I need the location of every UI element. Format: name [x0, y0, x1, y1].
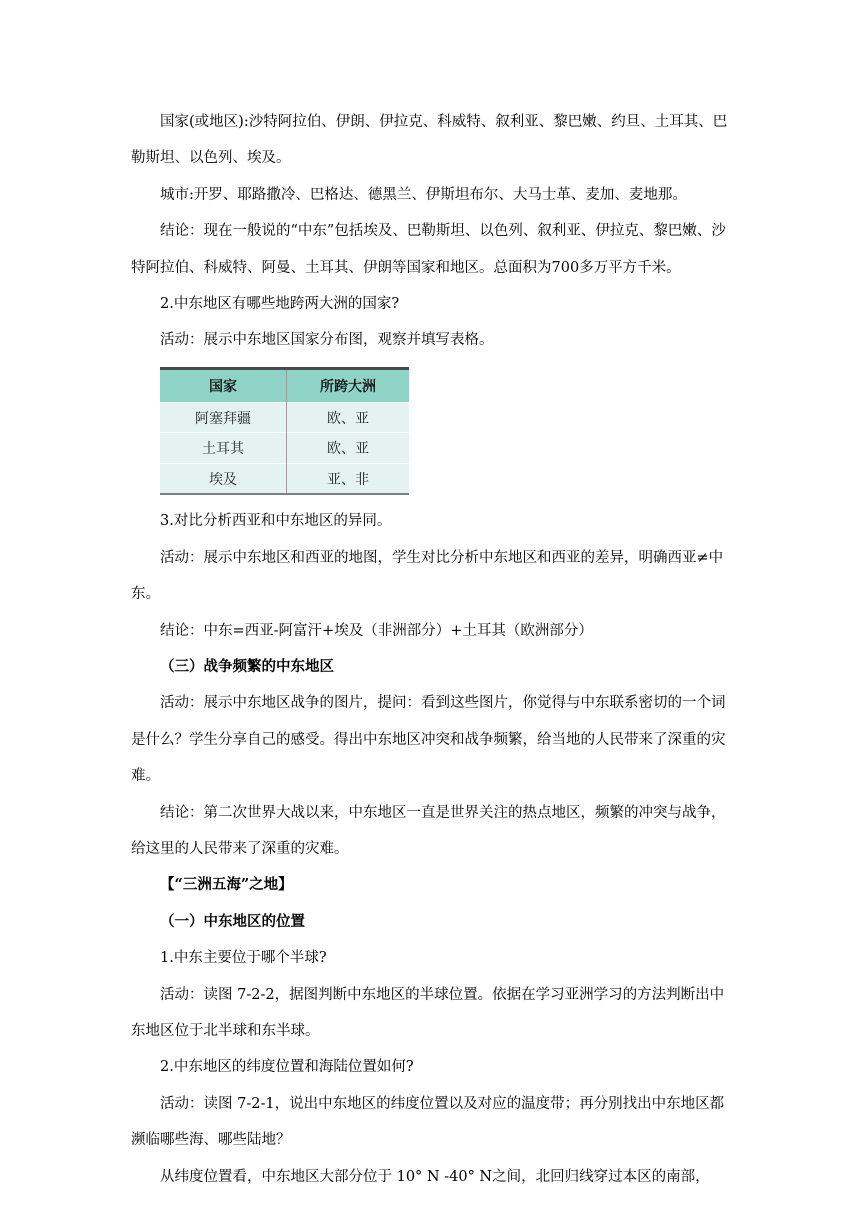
continent-table [160, 367, 409, 494]
table-cell-country: 土耳其 [160, 433, 287, 464]
section-heading-war: （三）战争频繁的中东地区 [160, 657, 334, 675]
conclusion-war: 结论：第二次世界大战以来，中东地区一直是世界关注的热点地区，频繁的冲突与战争，给这里的人民带来了深重的灾难。 [131, 804, 726, 857]
cities-paragraph: 城市:开罗、耶路撒冷、巴格达、德黑兰、伊斯坦布尔、大马士革、麦加、麦地那。 [160, 186, 687, 203]
table-row [160, 402, 409, 433]
question-hemisphere: 1.中东主要位于哪个半球? [160, 950, 327, 967]
table-row [160, 433, 409, 464]
activity-3: 活动：展示中东地区和西亚的地图，学生对比分析中东地区和西亚的差异，明确西亚≠中东。 [131, 549, 724, 603]
table-header-continents: 所跨大洲 [287, 368, 410, 402]
conclusion-3: 结论：中东=西亚-阿富汗+埃及（非洲部分）+土耳其（欧洲部分） [160, 622, 593, 639]
table-header-country: 国家 [160, 368, 287, 402]
section-heading-location: （一）中东地区的位置 [160, 912, 305, 930]
document-body [131, 104, 731, 1195]
question-2: 2.中东地区有哪些地跨两大洲的国家? [160, 296, 400, 313]
activity-paragraph: 活动：展示中东地区国家分布图，观察并填写表格。 [160, 332, 494, 349]
table-cell-country: 阿塞拜疆 [160, 402, 287, 433]
activity-hemisphere: 活动：读图 7-2-2，据图判断中东地区的半球位置。依据在学习亚洲学习的方法判断出中东地区位于北半球和东半球。 [131, 986, 725, 1040]
question-3: 3.对比分析西亚和中东地区的异同。 [160, 513, 392, 530]
conclusion-paragraph: 结论：现在一般说的“中东”包括埃及、巴勒斯坦、以色列、叙利亚、伊拉克、黎巴嫩、沙特阿拉伯、科威特、阿曼、土耳其、伊朗等国家和地区。总面积为700多万平方千米。 [131, 223, 726, 276]
countries-paragraph: 国家(或地区):沙特阿拉伯、伊朗、伊拉克、科威特、叙利亚、黎巴嫩、约旦、土耳其、巴勒斯坦、以色列、埃及。 [131, 114, 728, 167]
latitude-paragraph: 从纬度位置看，中东地区大部分位于 10° N -40° N之间，北回归线穿过本区的南部， [160, 1168, 710, 1185]
table-cell-continents: 亚、非 [287, 463, 410, 493]
table-cell-country: 埃及 [160, 463, 287, 493]
table-cell-continents: 欧、亚 [287, 402, 410, 433]
question-latitude: 2.中东地区的纬度位置和海陆位置如何? [160, 1059, 414, 1076]
table-row [160, 463, 409, 493]
activity-war: 活动：展示中东地区战争的图片，提问：看到这些图片，你觉得与中东联系密切的一个词是什么？学生分享自己的感受。得出中东地区冲突和战争频繁，给当地的人民带来了深重的灾难。 [131, 695, 726, 785]
table-cell-continents: 欧、亚 [287, 433, 410, 464]
part-heading: 【“三洲五海”之地】 [160, 876, 293, 894]
continent-table-wrapper [160, 367, 409, 496]
table-header-row [160, 368, 409, 402]
activity-latitude: 活动：读图 7-2-1，说出中东地区的纬度位置以及对应的温度带；再分别找出中东地区都濒临哪些海、哪些陆地？ [131, 1095, 725, 1149]
